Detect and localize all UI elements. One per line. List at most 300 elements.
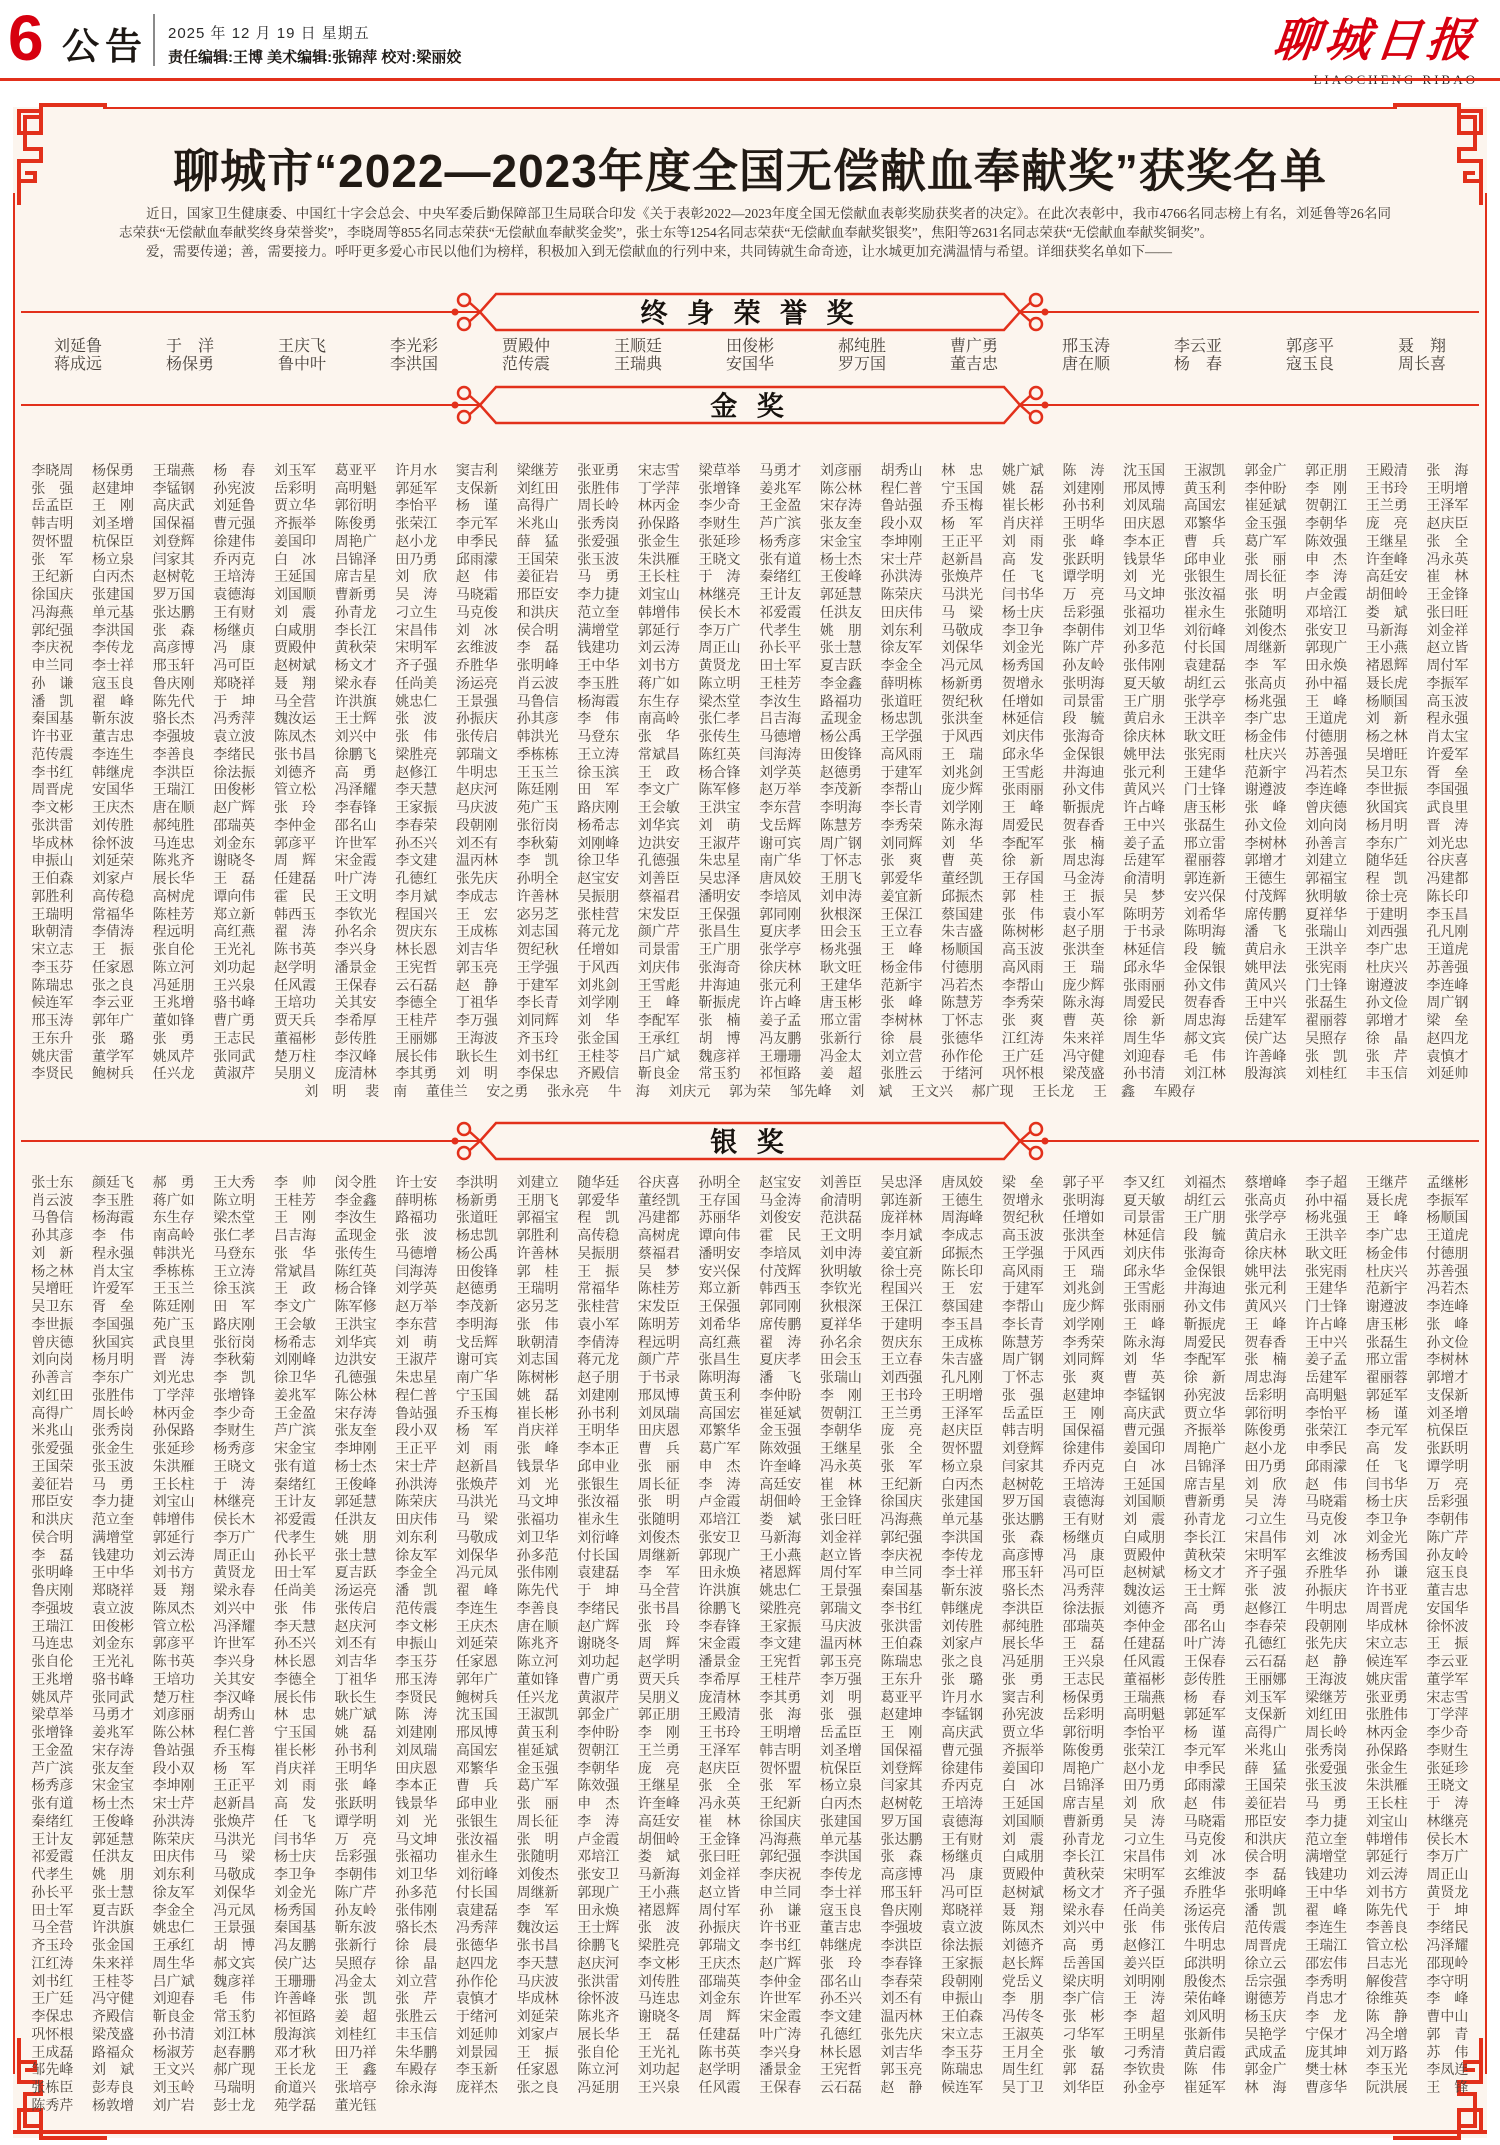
name-cell: 吴艳学 [1244, 2027, 1287, 2043]
name-cell: 高得广 [1244, 1726, 1287, 1742]
name-cell: 王洪辛 [1183, 712, 1226, 728]
name-cell: 范新宇 [1244, 765, 1287, 781]
name-cell: 于书录 [637, 1371, 680, 1387]
name-cell: 王桂芳 [759, 676, 802, 692]
name-cell: 刘光忠 [152, 1371, 195, 1387]
name-cell: 王长柱 [637, 570, 680, 586]
name-cell: 林延信 [1123, 943, 1166, 959]
name-cell: 冯若杰 [1426, 1282, 1469, 1298]
name-cell: 李财生 [1426, 1743, 1469, 1759]
name-cell: 李其勇 [759, 1690, 802, 1706]
name-cell: 彭传胜 [334, 1031, 377, 1047]
name-cell: 耿文旺 [1305, 1246, 1348, 1262]
name-cell: 吴照存 [1305, 1031, 1348, 1047]
name-cell: 崔永生 [1183, 605, 1226, 621]
name-cell: 林长恩 [273, 1655, 316, 1671]
name-cell: 姚凤芹 [152, 1049, 195, 1065]
name-cell: 于建军 [1001, 1282, 1044, 1298]
name-cell: 郝广现 [213, 2063, 256, 2079]
name-cell: 靳东波 [941, 1584, 984, 1600]
name-cell: 刘刚峰 [273, 1353, 316, 1369]
name-cell: 赵建坤 [1062, 1388, 1105, 1404]
name-cell: 郭金广 [1244, 463, 1287, 479]
name-cell: 周 辉 [698, 2010, 741, 2026]
name-cell: 李文彬 [637, 1956, 680, 1972]
name-cell: 高风雨 [880, 747, 923, 763]
name-cell: 徐 新 [1001, 854, 1044, 870]
name-cell: 陈立河 [577, 2063, 620, 2079]
name-cell: 万 亮 [1426, 1477, 1469, 1493]
name-cell: 张 全 [698, 1779, 741, 1795]
name-cell: 曹广勇 [950, 337, 999, 355]
name-cell: 王纪新 [880, 1477, 923, 1493]
name-cell: 赵 静 [455, 978, 498, 994]
name-cell: 张传启 [1183, 1921, 1226, 1937]
name-cell: 马德增 [759, 730, 802, 746]
name-cell: 冯秀萍 [455, 1921, 498, 1937]
name-cell: 夏庆孝 [759, 1353, 802, 1369]
name-cell: 田俊彬 [91, 1619, 134, 1635]
name-cell: 秦国基 [273, 1921, 316, 1937]
name-cell: 邓培江 [1305, 605, 1348, 621]
name-cell: 马鲁信 [31, 1211, 74, 1227]
name-cell: 刘 光 [1123, 570, 1166, 586]
name-cell: 任 飞 [1365, 1459, 1408, 1475]
name-cell: 徐友军 [395, 1548, 438, 1564]
name-cell: 张明海 [1062, 676, 1105, 692]
name-cell: 杜庆兴 [1365, 960, 1408, 976]
name-cell: 刁华军 [1062, 2027, 1105, 2043]
name-cell: 孙书清 [1123, 1067, 1166, 1083]
name-cell: 展长伟 [273, 1690, 316, 1706]
name-cell: 王保强 [698, 907, 741, 923]
name-cell: 邢立雷 [819, 1014, 862, 1030]
name-cell: 刘 欣 [395, 570, 438, 586]
name-cell: 张 明 [637, 1495, 680, 1511]
name-cell: 张延珍 [152, 1442, 195, 1458]
name-cell: 付长国 [1183, 641, 1226, 657]
name-cell: 王培涛 [941, 1797, 984, 1813]
name-cell: 林 忠 [941, 463, 984, 479]
name-cell: 张先庆 [1305, 1637, 1348, 1653]
name-cell: 黄风兴 [1123, 783, 1166, 799]
name-cell: 许世军 [334, 836, 377, 852]
name-cell: 李绪民 [213, 747, 256, 763]
name-cell: 姜 超 [334, 2010, 377, 2026]
name-cell: 陈红英 [698, 747, 741, 763]
name-cell: 李其勇 [395, 1067, 438, 1083]
name-cell: 戈岳辉 [759, 818, 802, 834]
name-cell: 张汝福 [455, 1832, 498, 1848]
name-cell: 崔 林 [1426, 570, 1469, 586]
name-cell: 马登东 [213, 1246, 256, 1262]
name-cell: 范新宇 [1365, 1282, 1408, 1298]
name-cell: 杨月明 [91, 1353, 134, 1369]
name-cell: 张栋臣 [31, 2081, 74, 2097]
name-cell: 宋明军 [395, 641, 438, 657]
name-cell: 任增如 [577, 943, 620, 959]
name-cell: 候连军 [1365, 1655, 1408, 1671]
name-cell: 李天慧 [273, 1619, 316, 1635]
name-cell: 王洪辛 [1305, 943, 1348, 959]
name-cell: 刘保华 [213, 1885, 256, 1901]
name-cell: 赵庆河 [577, 1956, 620, 1972]
name-cell: 王文明 [819, 1229, 862, 1245]
name-cell: 魏汝运 [1123, 1584, 1166, 1600]
name-cell: 郭延行 [1365, 1850, 1408, 1866]
name-cell: 季栋栋 [516, 747, 559, 763]
name-cell: 田俊锋 [455, 1264, 498, 1280]
name-cell: 肖忠才 [1305, 1992, 1348, 2008]
name-cell: 候连军 [31, 996, 74, 1012]
name-cell: 邢玉涛 [31, 1014, 74, 1030]
name-cell: 孙文俭 [1365, 996, 1408, 1012]
name-cell: 段 毓 [1183, 943, 1226, 959]
name-row [22, 1191, 1478, 1209]
name-cell: 王大秀 [213, 1175, 256, 1191]
name-cell: 刘延荣 [516, 2010, 559, 2026]
name-cell: 王继星 [1365, 534, 1408, 550]
name-cell: 李书红 [759, 1939, 802, 1955]
name-cell: 王雪彪 [1001, 765, 1044, 781]
name-cell: 王学强 [1001, 1246, 1044, 1262]
name-cell: 沈玉国 [455, 1708, 498, 1724]
name-cell: 孟现金 [819, 712, 862, 728]
name-cell: 李本正 [395, 1779, 438, 1795]
name-cell: 张培亭 [334, 2081, 377, 2097]
name-cell: 于 洋 [166, 337, 214, 355]
name-cell: 王明星 [1123, 2027, 1166, 2043]
name-cell: 南广华 [455, 1371, 498, 1387]
name-cell: 李文广 [273, 1300, 316, 1316]
name-cell: 李庆祝 [31, 641, 74, 657]
name-cell: 任 飞 [273, 1814, 316, 1830]
name-cell: 张书昌 [273, 747, 316, 763]
name-cell: 白 冰 [1001, 1779, 1044, 1795]
name-cell: 刘红田 [1305, 1708, 1348, 1724]
name-cell: 靳振虎 [1062, 801, 1105, 817]
name-cell: 张 森 [880, 1850, 923, 1866]
name-cell: 刘桂红 [1305, 1067, 1348, 1083]
name-cell: 马庆波 [455, 801, 498, 817]
name-cell: 刘家卢 [91, 872, 134, 888]
name-cell: 李洪臣 [152, 765, 195, 781]
name-cell: 孙青龙 [1183, 1513, 1226, 1529]
name-cell: 徐友军 [880, 641, 923, 657]
name-cell: 刘 雨 [1001, 534, 1044, 550]
name-row [22, 1759, 1478, 1777]
name-cell: 林 海 [1244, 2081, 1287, 2097]
name-cell: 任 飞 [1001, 570, 1044, 586]
name-row [22, 479, 1478, 497]
name-cell: 席吉星 [1062, 1797, 1105, 1813]
name-cell: 吴 涛 [1123, 1814, 1166, 1830]
name-cell: 满增堂 [1305, 1850, 1348, 1866]
name-cell: 张 强 [31, 481, 74, 497]
name-cell: 周海峰 [941, 1211, 984, 1227]
name-cell: 杭保臣 [91, 534, 134, 550]
name-cell: 李坤刚 [152, 1779, 195, 1795]
name-cell: 葛广军 [1244, 534, 1287, 550]
name-cell: 东生存 [152, 1211, 195, 1227]
name-cell: 王光礼 [213, 943, 256, 959]
name-cell: 赵修江 [1123, 1939, 1166, 1955]
name-cell: 孙保路 [1365, 1743, 1408, 1759]
name-cell: 赵万举 [395, 1300, 438, 1316]
name-cell: 付茂辉 [759, 1264, 802, 1280]
name-cell: 李兴身 [213, 1655, 256, 1671]
name-row [22, 550, 1478, 568]
name-cell: 杨立泉 [941, 1459, 984, 1475]
name-cell: 张延珍 [698, 534, 741, 550]
name-cell: 张士东 [31, 1175, 74, 1191]
name-cell: 贺春香 [1244, 1335, 1287, 1351]
name-cell: 翟丽蓉 [1365, 1371, 1408, 1387]
name-cell: 王 鑫 [1092, 1085, 1135, 1101]
name-cell: 乔玉梅 [941, 499, 984, 515]
name-cell: 王家振 [395, 801, 438, 817]
name-cell: 庞 亮 [880, 1424, 923, 1440]
name-cell: 巩怀根 [1001, 1067, 1044, 1083]
name-row [22, 1723, 1478, 1741]
name-cell: 王广廷 [31, 1992, 74, 2008]
name-cell: 金玉强 [516, 1761, 559, 1777]
name-cell: 王东升 [31, 1031, 74, 1047]
name-cell: 刘明刚 [1123, 1974, 1166, 1990]
name-cell: 张秀岗 [577, 517, 620, 533]
name-cell: 刘 欣 [1123, 1797, 1166, 1813]
name-cell: 郭增才 [1365, 1014, 1408, 1030]
name-cell: 董吉忠 [819, 1921, 862, 1937]
name-cell: 葛亚平 [880, 1690, 923, 1706]
name-cell: 狄根深 [819, 907, 862, 923]
name-cell: 冯若杰 [941, 978, 984, 994]
name-cell: 王保江 [880, 907, 923, 923]
name-cell: 周付军 [1426, 659, 1469, 675]
name-cell: 王 刚 [1062, 1406, 1105, 1422]
name-cell: 张达鹏 [152, 605, 195, 621]
name-cell: 梁杰堂 [213, 1211, 256, 1227]
name-cell: 李贤民 [31, 1067, 74, 1083]
name-cell: 靳东波 [334, 1921, 377, 1937]
name-cell: 贾殿仲 [1001, 1868, 1044, 1884]
name-cell: 岳孟臣 [819, 1726, 862, 1742]
name-cell: 王瑞明 [31, 907, 74, 923]
name-cell: 李长江 [1183, 1530, 1226, 1546]
name-cell: 吴忠泽 [698, 872, 741, 888]
name-cell: 任建磊 [273, 872, 316, 888]
name-cell: 王 磊 [637, 2027, 680, 2043]
name-cell: 胡 博 [698, 1031, 741, 1047]
name-cell: 杨 军 [213, 1761, 256, 1777]
name-cell: 李怡平 [1123, 1726, 1166, 1742]
name-cell: 段朝刚 [455, 818, 498, 834]
name-cell: 潘 飞 [759, 1371, 802, 1387]
name-cell: 高红燕 [698, 1335, 741, 1351]
name-cell: 张传启 [455, 730, 498, 746]
name-cell: 周爱民 [1001, 818, 1044, 834]
name-cell: 高得广 [516, 499, 559, 515]
name-cell: 岳彩强 [1062, 605, 1105, 621]
name-cell: 郭彦平 [273, 836, 316, 852]
name-cell: 程国兴 [395, 907, 438, 923]
name-cell: 姚甲法 [1244, 960, 1287, 976]
name-cell: 牛明忠 [1305, 1601, 1348, 1617]
name-cell: 王雪彪 [637, 978, 680, 994]
masthead-logo: 聊城日报 [1270, 15, 1481, 66]
name-cell: 和洪庆 [1244, 1832, 1287, 1848]
name-cell: 张 全 [880, 1442, 923, 1458]
name-cell: 王 峰 [1365, 1211, 1408, 1227]
name-cell: 张新行 [334, 1939, 377, 1955]
name-cell: 田会玉 [819, 1353, 862, 1369]
name-cell: 和洪庆 [516, 605, 559, 621]
name-cell: 张安卫 [1305, 623, 1348, 639]
name-cell: 张友奎 [819, 517, 862, 533]
name-cell: 邱振杰 [941, 1246, 984, 1262]
name-cell: 刘凤瑞 [637, 1406, 680, 1422]
name-cell: 韩吉明 [31, 517, 74, 533]
name-cell: 杨公禹 [455, 1246, 498, 1262]
name-cell: 马新海 [637, 1868, 680, 1884]
name-cell: 赵春鹏 [213, 2045, 256, 2061]
name-cell: 刘建立 [516, 1175, 559, 1191]
name-cell: 邢玉轩 [152, 659, 195, 675]
name-cell: 耿文旺 [1183, 730, 1226, 746]
name-cell: 赵庆臣 [941, 1424, 984, 1440]
name-cell: 张磊生 [1305, 996, 1348, 1012]
name-cell: 田永焕 [577, 1903, 620, 1919]
name-cell: 梁胜亮 [395, 747, 438, 763]
name-cell: 高 勇 [334, 765, 377, 781]
name-cell: 邢立雷 [1183, 836, 1226, 852]
name-cell: 刘 震 [273, 605, 316, 621]
name-cell: 王 瑞 [941, 747, 984, 763]
name-cell: 王保春 [1183, 1655, 1226, 1671]
name-cell: 张 华 [273, 1246, 316, 1262]
name-cell: 陈广芹 [1062, 641, 1105, 657]
name-cell: 郭玉亮 [455, 960, 498, 976]
name-cell: 刘兆剑 [577, 978, 620, 994]
name-cell: 于风西 [941, 730, 984, 746]
name-cell: 刘彦丽 [152, 1708, 195, 1724]
name-cell: 玄维波 [1305, 1548, 1348, 1564]
name-cell: 郭年广 [91, 1014, 134, 1030]
name-cell: 宋士芹 [395, 1459, 438, 1475]
name-cell: 马鲁信 [516, 694, 559, 710]
name-cell: 庞少辉 [941, 783, 984, 799]
name-cell: 胡红云 [1183, 1193, 1226, 1209]
name-row [22, 353, 1478, 371]
name-cell: 颜广芹 [637, 925, 680, 941]
name-cell: 秦国基 [31, 712, 74, 728]
name-cell: 林丙金 [637, 499, 680, 515]
name-cell: 李士祥 [941, 1566, 984, 1582]
name-cell: 鲁站强 [152, 1743, 195, 1759]
name-cell: 马晓霜 [1305, 1495, 1348, 1511]
name-cell: 蔡福君 [637, 1246, 680, 1262]
name-cell: 侯长木 [1426, 1832, 1469, 1848]
name-cell: 邢玉轩 [1001, 1566, 1044, 1582]
name-cell: 邵名山 [1183, 1619, 1226, 1635]
name-cell: 常福华 [91, 907, 134, 923]
name-cell: 林延信 [1123, 1229, 1166, 1245]
name-cell: 靳振虎 [698, 996, 741, 1012]
name-cell: 杨 军 [941, 517, 984, 533]
name-cell: 刘同辉 [880, 836, 923, 852]
name-cell: 井海迪 [1183, 1282, 1226, 1298]
name-cell: 李培凤 [759, 1246, 802, 1262]
name-cell: 王小燕 [637, 1885, 680, 1901]
name-cell: 王长柱 [1365, 1797, 1408, 1813]
name-cell: 王 峰 [1305, 694, 1348, 710]
name-cell: 唐在顺 [1062, 355, 1111, 373]
name-row [22, 1333, 1478, 1351]
name-cell: 王 磊 [1062, 1637, 1105, 1653]
name-cell: 李怡平 [395, 499, 438, 515]
name-cell: 卢金霞 [1305, 588, 1348, 604]
name-row [22, 1209, 1478, 1227]
name-cell: 王长柱 [152, 1477, 195, 1493]
name-cell: 王 刚 [91, 499, 134, 515]
name-cell: 刘学英 [759, 765, 802, 781]
name-cell: 孔凡刚 [941, 1371, 984, 1387]
name-cell: 常斌昌 [273, 1264, 316, 1280]
name-cell: 郑晓祥 [91, 1584, 134, 1600]
name-cell: 李 朋 [1001, 1992, 1044, 2008]
name-cell: 党岳义 [1001, 1974, 1044, 1990]
name-cell: 刘书方 [152, 1566, 195, 1582]
name-cell: 解俊营 [1365, 1974, 1408, 1990]
name-cell: 周正山 [213, 1548, 256, 1564]
name-cell: 王 振 [91, 943, 134, 959]
name-cell: 王 锋 [1426, 2081, 1469, 2097]
name-cell: 徐鹏飞 [334, 747, 377, 763]
name-row [22, 1082, 1478, 1100]
name-cell: 钱景华 [395, 1797, 438, 1813]
name-cell: 夏祥华 [1305, 907, 1348, 923]
name-cell: 王建华 [1183, 765, 1226, 781]
name-cell: 靳振虎 [1183, 1317, 1226, 1333]
name-cell: 唐凤姣 [759, 872, 802, 888]
name-cell: 王桂芹 [395, 1014, 438, 1030]
name-cell: 杜庆兴 [1244, 747, 1287, 763]
name-cell: 梁 垒 [1426, 1014, 1469, 1030]
name-cell: 付德朋 [941, 960, 984, 976]
name-cell: 乔胜华 [1305, 1566, 1348, 1582]
name-cell: 李 磊 [31, 1548, 74, 1564]
name-cell: 李万强 [819, 1672, 862, 1688]
name-cell: 刘志国 [516, 925, 559, 941]
name-cell: 邱永华 [1123, 960, 1166, 976]
name-cell: 申兰同 [880, 1566, 923, 1582]
name-row [22, 1581, 1478, 1599]
name-cell: 颜廷飞 [91, 1175, 134, 1191]
name-cell: 李春锋 [334, 801, 377, 817]
name-cell: 展长华 [152, 872, 195, 888]
name-cell: 狄国宾 [1365, 801, 1408, 817]
name-cell: 田士军 [759, 659, 802, 675]
name-cell: 高树虎 [637, 1229, 680, 1245]
name-cell: 李广忠 [1244, 712, 1287, 728]
name-cell: 徐玉滨 [577, 765, 620, 781]
name-cell: 潘 凯 [31, 694, 74, 710]
name-cell: 宋金宝 [91, 1779, 134, 1795]
name-cell: 姜子孟 [1305, 1353, 1348, 1369]
name-cell: 范立奎 [91, 1513, 134, 1529]
name-cell: 袁小军 [577, 1317, 620, 1333]
name-cell: 张 峰 [516, 1442, 559, 1458]
